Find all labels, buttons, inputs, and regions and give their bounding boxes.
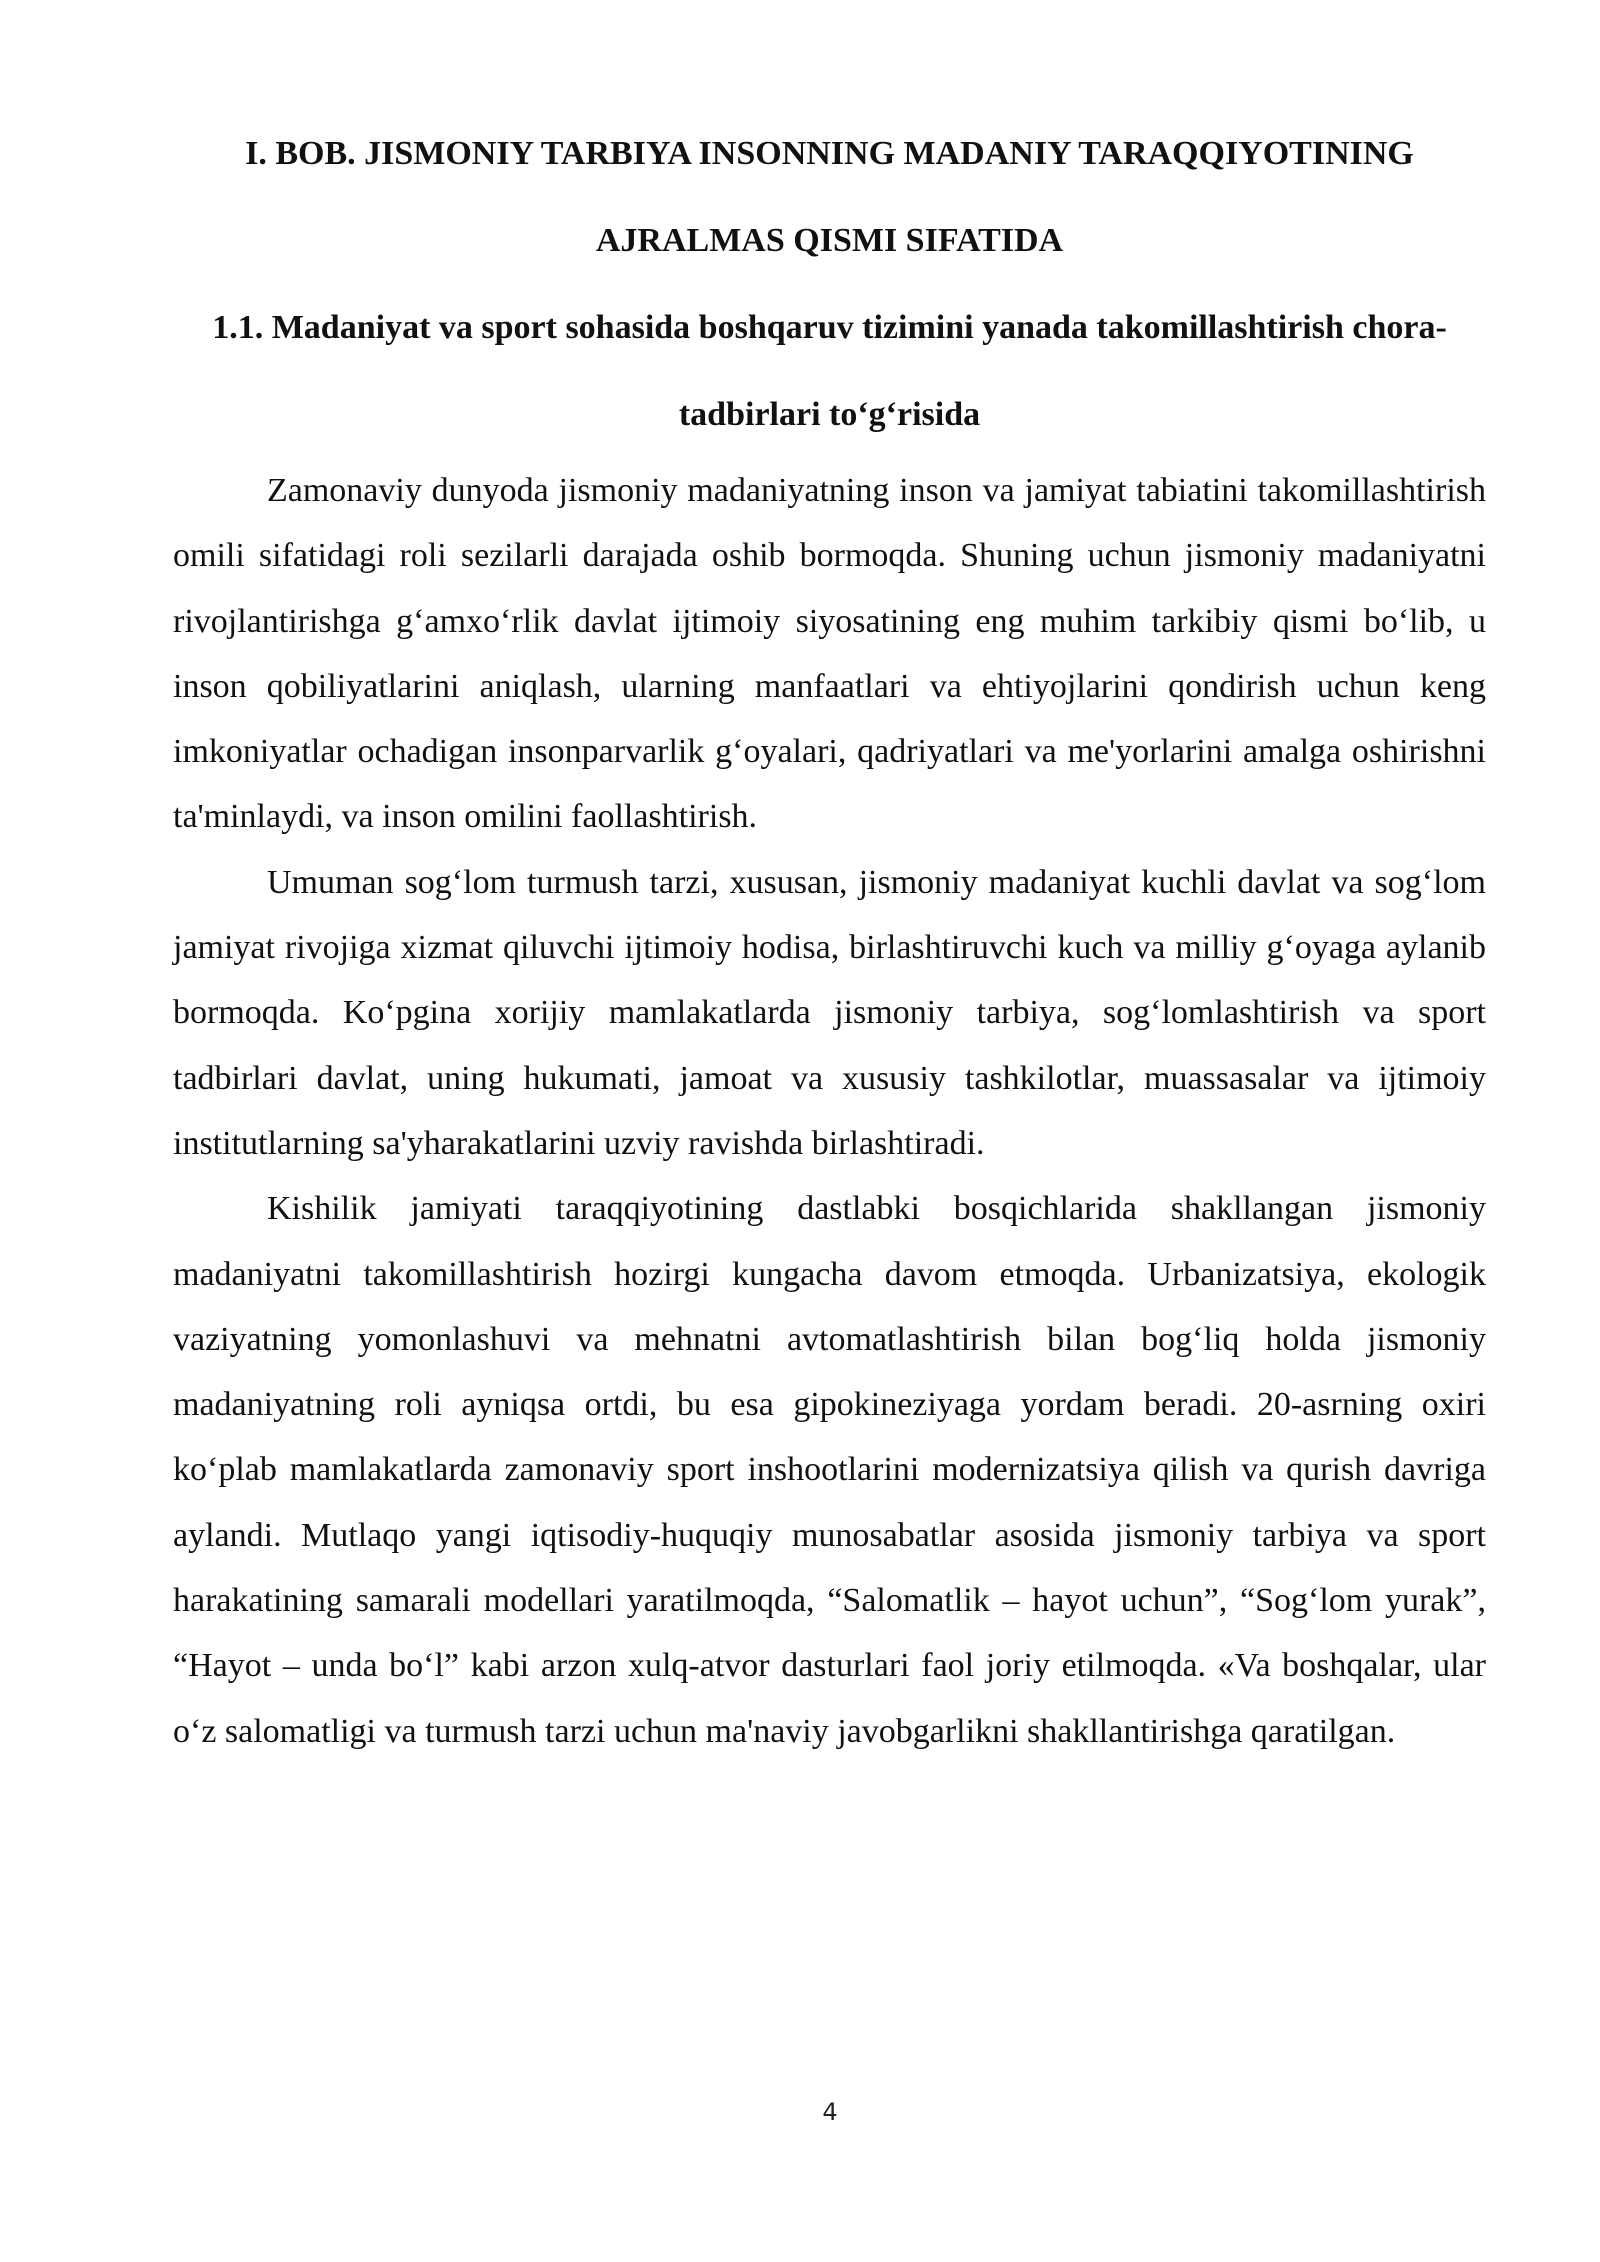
paragraph: Zamonaviy dunyoda jismoniy madaniyatning inson va jamiyat tabiatini takomillashtirish omili sifatidagi roli sezilarli darajada oshib bormoqda. Shuning uchun jismoniy madaniyatni rivojlantirishga g‘amxo‘rlik davlat ijtimoiy siyosatining eng muhim tarkibiy qismi bo‘lib, u inson qobiliyatlarini aniqlash, ularning manfaatlari va ehtiyojlarini qondirish uchun keng imkoniyatlar ochadigan insonparvarlik g‘oyalari, qadriyatlari va me'yorlarini amalga oshirishni ta'minlaydi, va inson omilini faollashtirish.: [173, 472, 1486, 836]
body-text: [173, 458, 1486, 1764]
section-title: 1.1. Madaniyat va sport sohasida boshqaruv tizimini yanada takomillashtirish chora-tadbirlari to‘g‘risida: [212, 309, 1447, 433]
paragraph: Kishilik jamiyati taraqqiyotining dastlabki bosqichlarida shakllangan jismoniy madaniyatni takomillashtirish hozirgi kungacha davom etmoqda. Urbanizatsiya, ekologik vaziyatning yomonlashuvi va mehnatni avtomatlashtirish bilan bog‘liq holda jismoniy madaniyatning roli ayniqsa ortdi, bu esa gipokineziyaga yordam beradi. 20-asrning oxiri ko‘plab mamlakatlarda zamonaviy sport inshootlarini modernizatsiya qilish va qurish davriga aylandi. Mutlaqo yangi iqtisodiy-huquqiy munosabatlar asosida jismoniy tarbiya va sport harakatining samarali modellari yaratilmoqda, “Salomatlik – hayot uchun”, “Sog‘lom yurak”, “Hayot – unda bo‘l” kabi arzon xulq-atvor dasturlari faol joriy etilmoqda. «Va boshqalar, ular o‘z salomatligi va turmush tarzi uchun ma'naviy javobgarlikni shakllantirishga qaratilgan.: [173, 1190, 1486, 1750]
page-content: [173, 110, 1486, 1764]
paragraph: Umuman sog‘lom turmush tarzi, xususan, jismoniy madaniyat kuchli davlat va sog‘lom jamiyat rivojiga xizmat qiluvchi ijtimoiy hodisa, birlashtiruvchi kuch va milliy g‘oyaga aylanib bormoqda. Ko‘pgina xorijiy mamlakatlarda jismoniy tarbiya, sog‘lomlashtirish va sport tadbirlari davlat, uning hukumati, jamoat va xususiy tashkilotlar, muassasalar va ijtimoiy institutlarning sa'yharakatlarini uzviy ravishda birlashtiradi.: [173, 863, 1486, 1162]
page-number: 4: [822, 2098, 838, 2126]
chapter-title: I. BOB. JISMONIY TARBIYA INSONNING MADANIY TARAQQIYOTINING AJRALMAS QISMI SIFATIDA: [245, 135, 1414, 259]
